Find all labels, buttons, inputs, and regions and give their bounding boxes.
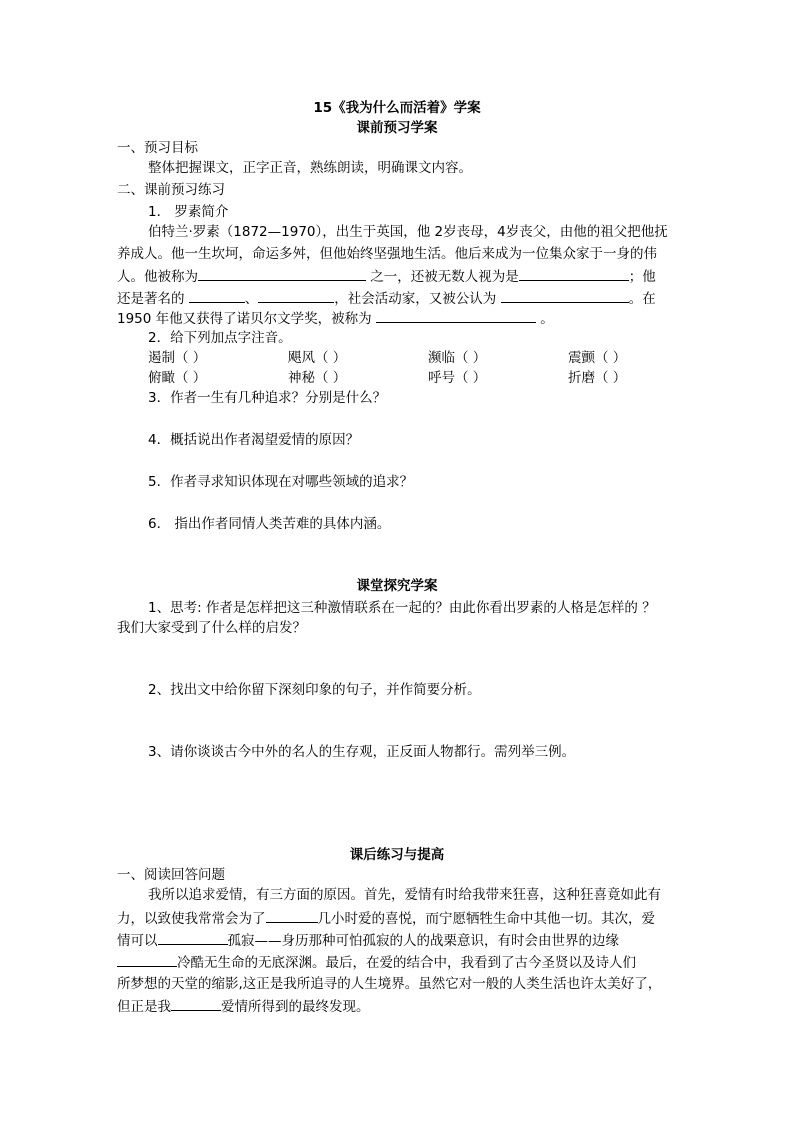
pinyin-item[interactable]: 震颤（ ） bbox=[568, 350, 627, 366]
bio-line-5-text-b: 。 bbox=[535, 311, 554, 327]
bio-line-3 bbox=[117, 266, 656, 287]
pinyin-row-2 bbox=[148, 368, 708, 388]
passage-line-3 bbox=[117, 930, 619, 951]
bio-line-4-text-c: ，社会活动家，又被公认为 bbox=[334, 291, 501, 307]
pinyin-item[interactable]: 俯瞰（ ） bbox=[148, 370, 207, 386]
bio-line-4-text-a: 还是著名的 bbox=[117, 291, 189, 307]
question-5: 5．作者寻求知识体现在对哪些领域的追求？ bbox=[148, 474, 414, 490]
passage-line-4 bbox=[117, 952, 636, 973]
preview-heading: 课前预习学案 bbox=[356, 120, 438, 136]
question-4: 4．概括说出作者渴望爱情的原因？ bbox=[148, 432, 360, 448]
passage-line-3-text-a: 情可以 bbox=[117, 933, 158, 949]
preview-goal-text: 整体把握课文，正字正音，熟练朗读，明确课文内容。 bbox=[148, 160, 472, 176]
explore-question-1-a: 1、思考: 作者是怎样把这三种激情联系在一起的？由此你看出罗素的人格是怎样的 ？ bbox=[148, 600, 656, 616]
passage-line-4-text: 冷酷无生命的无底深渊。最后，在爱的结合中，我看到了古今圣贤以及诗人们 bbox=[177, 955, 636, 971]
passage-line-2-text-a: 力，以致使我常常会为了 bbox=[117, 911, 266, 927]
pinyin-item[interactable]: 神秘（ ） bbox=[288, 370, 347, 386]
fill-blank[interactable] bbox=[376, 308, 536, 323]
bio-line-4-text-b: 、 bbox=[244, 291, 259, 307]
bio-line-5-text-a: 1950 年他又获得了诺贝尔文学奖，被称为 bbox=[117, 311, 376, 327]
question-1-label: 1． 罗素简介 bbox=[148, 204, 229, 220]
fill-blank[interactable] bbox=[171, 996, 221, 1011]
document-title: 15《我为什么而活着》学案 bbox=[313, 100, 481, 116]
question-3: 3．作者一生有几种追求？分别是什么？ bbox=[148, 390, 387, 406]
fill-blank[interactable] bbox=[158, 930, 228, 945]
fill-blank[interactable] bbox=[189, 288, 245, 303]
bio-line-4-text-d: 。在 bbox=[628, 291, 656, 307]
question-6: 6． 指出作者同情人类苦难的具体内涵。 bbox=[148, 516, 391, 532]
pinyin-item[interactable]: 折磨（ ） bbox=[568, 370, 627, 386]
fill-blank[interactable] bbox=[258, 288, 334, 303]
bio-line-2: 养成人。他一生坎坷，命运多舛，但他始终坚强地生活。他后来成为一位集众家于一身的伟 bbox=[117, 246, 657, 262]
pinyin-item[interactable]: 飓风（ ） bbox=[288, 350, 347, 366]
after-class-heading: 课后练习与提高 bbox=[349, 847, 445, 863]
fill-blank[interactable] bbox=[519, 266, 629, 281]
passage-line-6 bbox=[117, 996, 370, 1017]
fill-blank[interactable] bbox=[501, 288, 629, 303]
bio-line-1: 伯特兰·罗素（1872—1970），出生于英国，他 2岁丧母，4岁丧父，由他的祖父把他抚 bbox=[148, 224, 668, 240]
fill-blank[interactable] bbox=[266, 908, 318, 923]
explore-question-2: 2、找出文中给你留下深刻印象的句子，并作简要分析。 bbox=[148, 682, 481, 698]
bio-line-4 bbox=[117, 288, 656, 309]
explore-question-1-b: 我们大家受到了什么样的启发？ bbox=[117, 620, 306, 636]
bio-line-3-text-c: ；他 bbox=[628, 269, 656, 285]
section-preview-exercise: 二、课前预习练习 bbox=[117, 182, 225, 198]
explore-heading: 课堂探究学案 bbox=[356, 578, 438, 594]
pinyin-item[interactable]: 遏制（ ） bbox=[148, 350, 207, 366]
fill-blank[interactable] bbox=[117, 952, 177, 967]
passage-line-2 bbox=[117, 908, 655, 929]
section-reading: 一、阅读回答问题 bbox=[117, 867, 225, 883]
explore-question-3: 3、请你谈谈古今中外的名人的生存观，正反面人物都行。需列举三例。 bbox=[148, 744, 576, 760]
question-2: 2．给下列加点字注音。 bbox=[148, 330, 292, 346]
passage-line-5: 所梦想的天堂的缩影,这正是我所追寻的人生境界。虽然它对一般的人类生活也许太美好了， bbox=[117, 976, 662, 992]
pinyin-row-1 bbox=[148, 348, 708, 368]
fill-blank[interactable] bbox=[198, 266, 366, 281]
pinyin-item[interactable]: 濒临（ ） bbox=[428, 350, 487, 366]
passage-line-6-text-b: 爱情所得到的最终发现。 bbox=[221, 999, 370, 1015]
bio-line-5 bbox=[117, 308, 554, 329]
passage-line-1: 我所以追求爱情，有三方面的原因。首先，爱情有时给我带来狂喜，这种狂喜竟如此有 bbox=[148, 887, 661, 903]
passage-line-2-text-b: 几小时爱的喜悦，而宁愿牺牲生命中其他一切。其次，爱 bbox=[317, 911, 655, 927]
pinyin-item[interactable]: 呼号（ ） bbox=[428, 370, 487, 386]
bio-line-3-text-b: 之一，还被无数人视为是 bbox=[366, 269, 519, 285]
section-preview-goal: 一、预习目标 bbox=[117, 140, 198, 156]
bio-line-3-text-a: 人。他被称为 bbox=[117, 269, 198, 285]
passage-line-3-text-b: 孤寂——身历那种可怕孤寂的人的战栗意识，有时会由世界的边缘 bbox=[227, 933, 619, 949]
passage-line-6-text-a: 但正是我 bbox=[117, 999, 171, 1015]
